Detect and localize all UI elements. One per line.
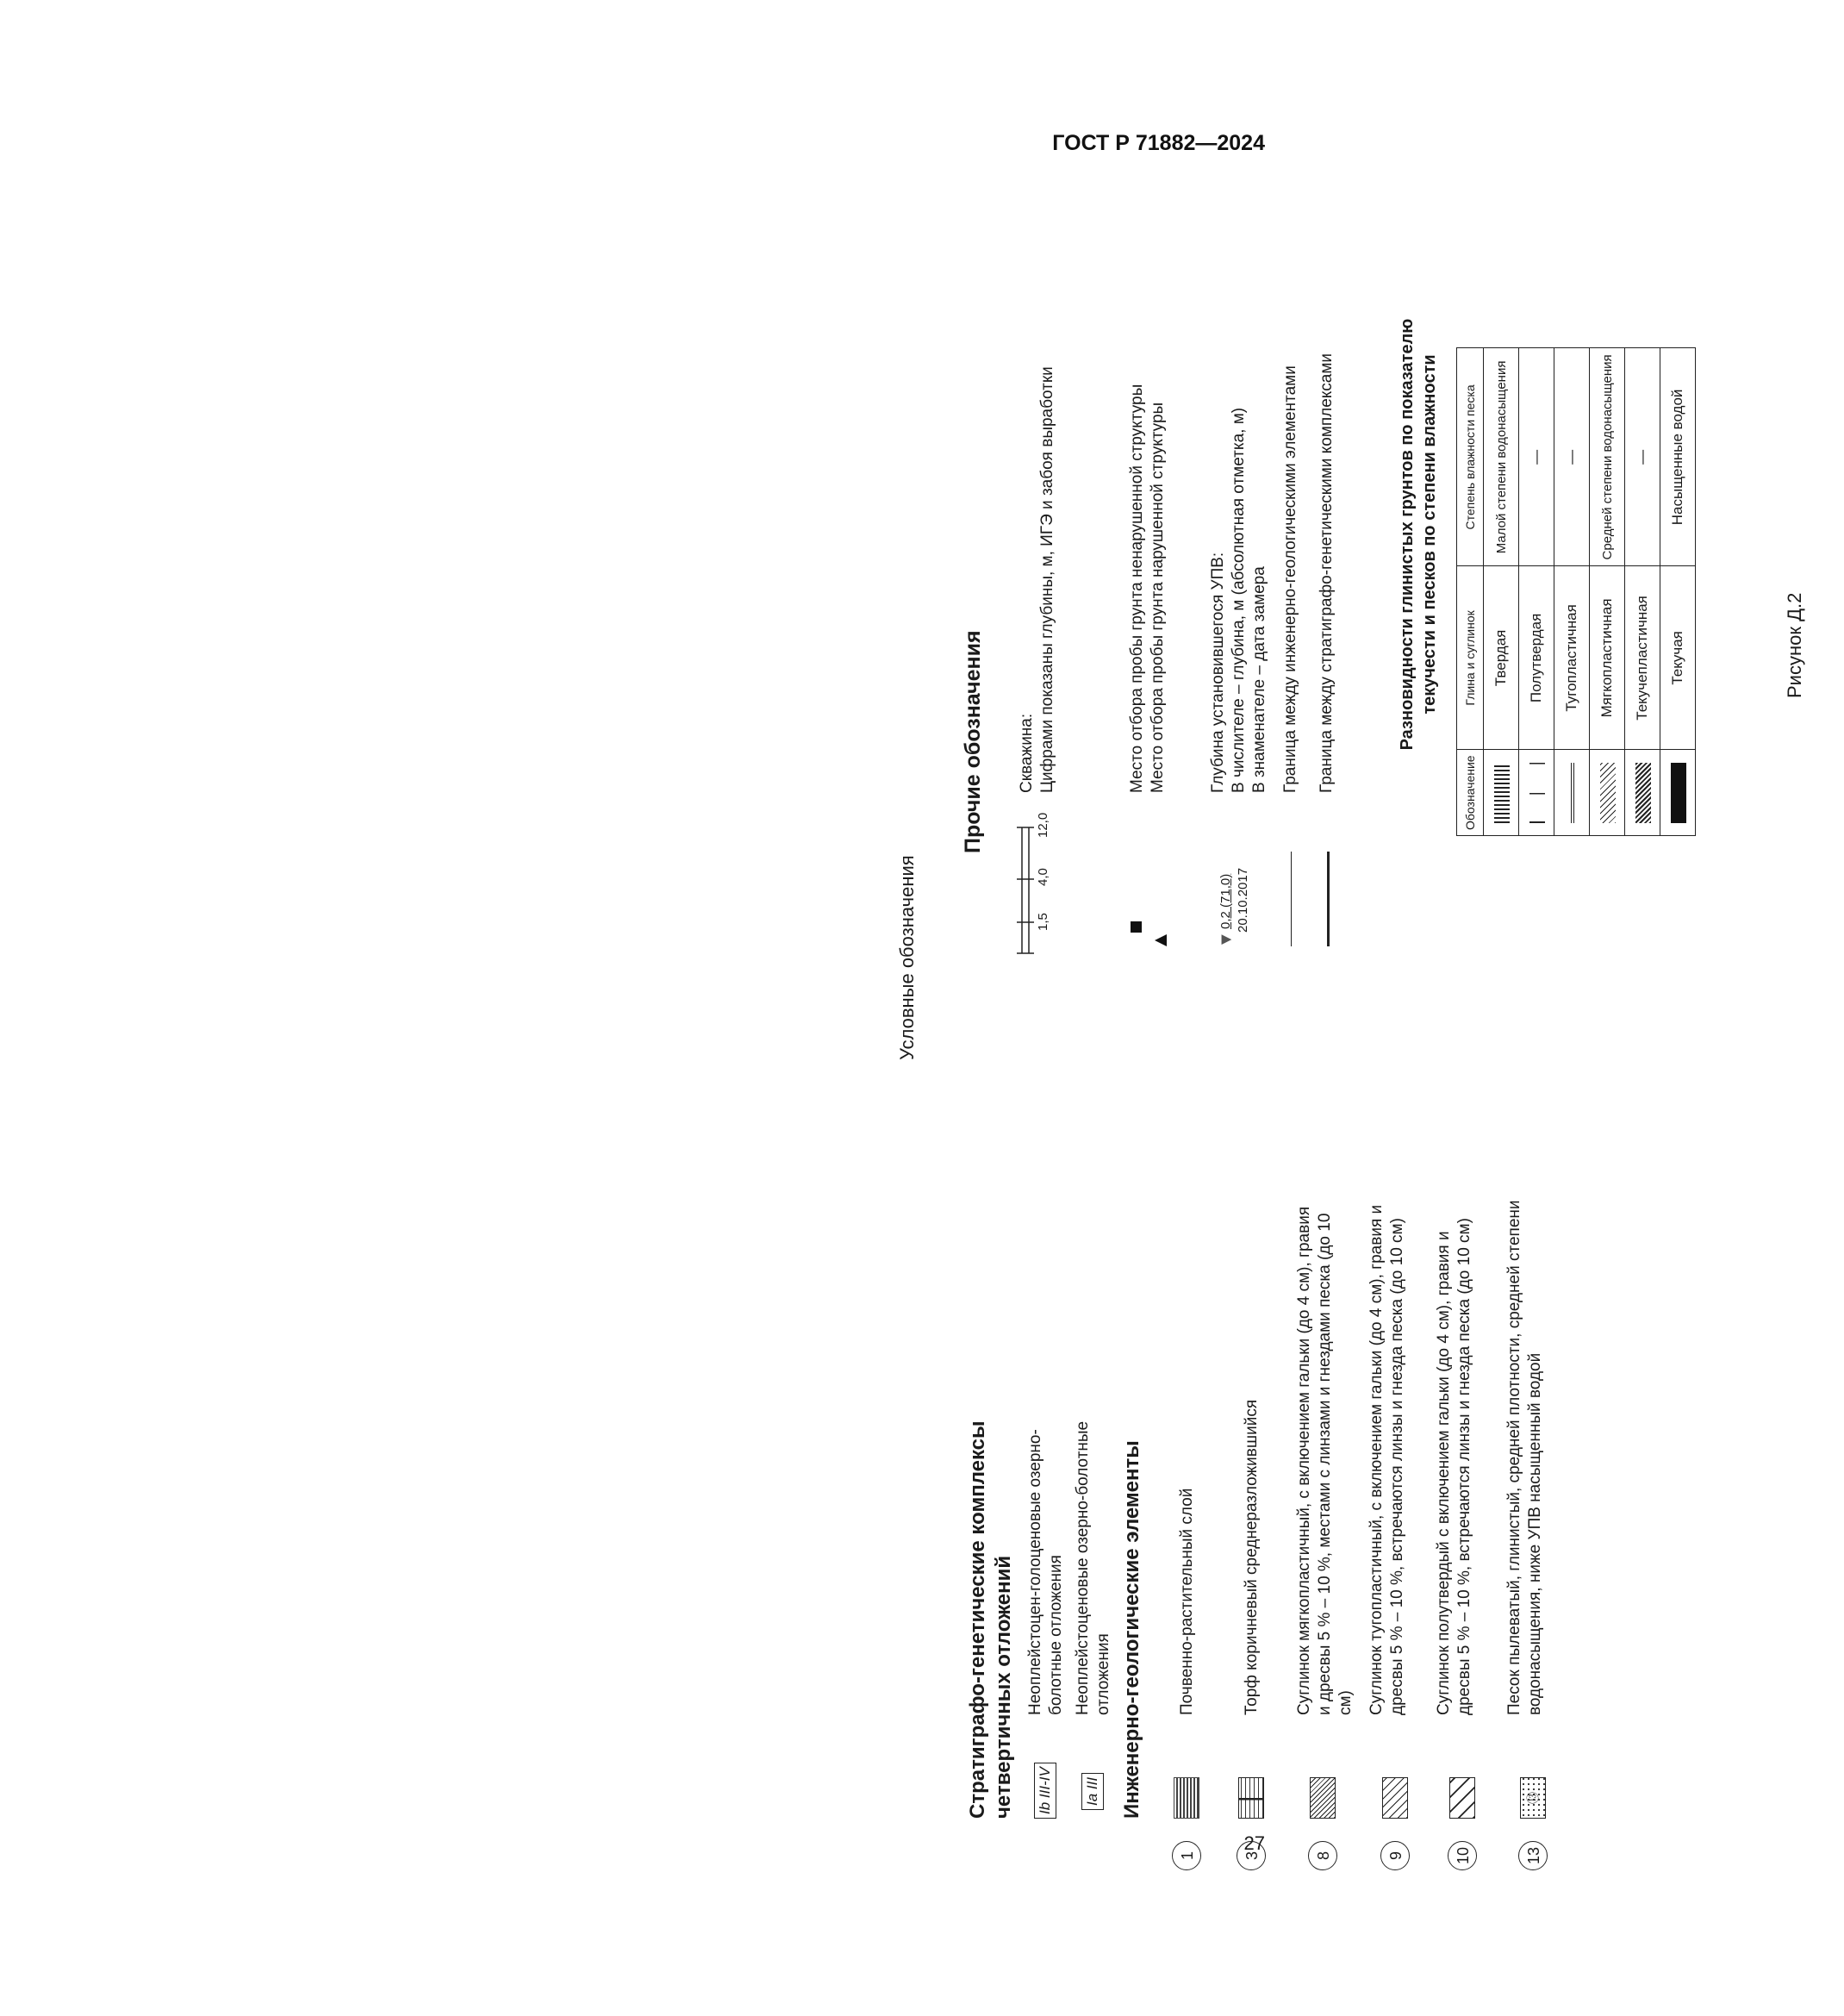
legend-figure	[896, 181, 1844, 1865]
ige-text-13: Песок пылеватый, глинистый, средней плотности, средней степени водонасыщения, ниже УПВ насыщенный водой	[1505, 1200, 1544, 1715]
clay-cell: Текучепластичная	[1625, 566, 1660, 750]
loam-semihard-pattern-icon	[1449, 1777, 1475, 1819]
sand-cell: —	[1625, 348, 1660, 566]
ige-number-9: 9	[1380, 1841, 1410, 1870]
well-text: Цифрами показаны глубины, м, ИГЭ и забоя выработки	[1038, 366, 1056, 793]
table-heading-line-2: текучести и песков по степени влажности	[1420, 354, 1439, 715]
table-row	[1554, 348, 1590, 836]
gw-numerator: 0,2 (71,0)	[1218, 873, 1233, 929]
soil-pattern-icon	[1174, 1777, 1199, 1819]
ige-number-8: 8	[1308, 1841, 1337, 1870]
sand-cell: Средней степени водонасыщения	[1590, 348, 1625, 566]
strat-code-1: Ib III-IV	[1034, 1763, 1056, 1819]
other-heading: Прочие обозначения	[961, 630, 985, 853]
fluid-symbol-icon	[1671, 763, 1686, 823]
table-row	[1660, 348, 1696, 836]
clay-cell: Текучая	[1660, 566, 1696, 750]
ige-text-10: Суглинок полутвердый с включением гальки (до 4 см), гравия и дресвы 5 % – 10 %, встречаются линзы и гнезда песка (до 10 см)	[1435, 1218, 1473, 1715]
stiff-symbol-icon	[1565, 763, 1580, 823]
sample-disturbed-text: Место отбора пробы грунта нарушенной структуры	[1149, 402, 1167, 793]
strat-text-2: Неоплейстоценовые озерно-болотные отложения	[1074, 1420, 1112, 1715]
clay-cell: Мягкопластичная	[1590, 566, 1625, 750]
col-header-sand: Степень влажности песка	[1457, 348, 1484, 566]
table-row	[1625, 348, 1660, 836]
semihard-symbol-icon	[1529, 763, 1545, 823]
groundwater-triangle-icon: ▼	[1217, 931, 1236, 948]
strat-boundary-line	[1327, 852, 1330, 946]
square-marker-icon	[1131, 921, 1142, 933]
gw-title: Глубина установившегося УПВ:	[1209, 552, 1227, 793]
clay-cell: Твердая	[1484, 566, 1519, 750]
ige-number-3: 3	[1237, 1841, 1266, 1870]
well-depth-3: 12,0	[1036, 812, 1050, 838]
ige-text-3: Торф коричневый среднеразложившийся	[1243, 1399, 1261, 1715]
strat-heading: Стратиграфо-генетические комплексы четвертичных отложений	[966, 1420, 1015, 1819]
borehole-symbol	[1017, 819, 1086, 957]
document-code: ГОСТ Р 71882—2024	[1052, 131, 1265, 155]
sand-pattern-icon: ⑬	[1520, 1777, 1546, 1819]
gw-denominator: 20.10.2017	[1236, 867, 1250, 933]
soft-symbol-icon	[1600, 763, 1616, 823]
hard-symbol-icon	[1494, 763, 1510, 823]
strat-boundary-text: Граница между стратиграфо-генетическими комплексами	[1318, 353, 1336, 793]
col-header-clay: Глина и суглинок	[1457, 566, 1484, 750]
moisture-table	[1456, 347, 1696, 836]
peat-pattern-icon	[1238, 1777, 1264, 1819]
ige-text-1: Почвенно-растительный слой	[1178, 1488, 1196, 1715]
well-title: Скважина:	[1018, 713, 1036, 793]
gw-line-1: В числителе – глубина, м (абсолютная отметка, м)	[1230, 407, 1248, 793]
ige-boundary-text: Граница между инженерно-геологическими элементами	[1281, 365, 1299, 793]
table-heading	[1396, 267, 1441, 802]
well-depth-1: 1,5	[1036, 913, 1050, 931]
ige-text-9: Суглинок тугопластичный, с включением гальки (до 4 см), гравия и дресвы 5 % – 10 %, встречаются линзы и гнезда песка (до 10 см)	[1367, 1204, 1406, 1715]
loam-soft-pattern-icon	[1310, 1777, 1336, 1819]
ige-number-1: 1	[1172, 1841, 1201, 1870]
table-row	[1519, 348, 1554, 836]
ige-boundary-line	[1291, 852, 1292, 946]
figure-caption: Рисунок Д.2	[1784, 592, 1805, 698]
ige-number-13: 13	[1518, 1841, 1548, 1870]
col-header-symbol: Обозначение	[1457, 750, 1484, 836]
table-header-row	[1457, 348, 1484, 836]
ige-text-8: Суглинок мягкопластичный, с включением гальки (до 4 см), гравия и дресвы 5 % – 10 %, местами с линзами и гнездами песка (до 10 см)	[1295, 1206, 1355, 1715]
table-heading-line-1: Разновидности глинистых грунтов по показателю	[1398, 318, 1417, 751]
well-depth-2: 4,0	[1036, 868, 1050, 886]
table-row	[1590, 348, 1625, 836]
ige-number-10: 10	[1448, 1841, 1477, 1870]
fluid-plastic-symbol-icon	[1635, 763, 1651, 823]
sand-cell: Малой степени водонасыщения	[1484, 348, 1519, 566]
sample-undisturbed-text: Место отбора пробы грунта ненарушенной структуры	[1128, 384, 1146, 793]
gw-line-2: В знаменателе – дата замера	[1250, 566, 1268, 793]
triangle-marker-icon	[1155, 934, 1167, 946]
strat-code-2: Ia III	[1081, 1773, 1104, 1810]
table-row	[1484, 348, 1519, 836]
figure-top-title: Условные обозначения	[896, 855, 918, 1060]
sand-cell: —	[1519, 348, 1554, 566]
page-number: 27	[1243, 1832, 1265, 1854]
ige-heading: Инженерно-геологические элементы	[1120, 1440, 1143, 1819]
clay-cell: Полутвердая	[1519, 566, 1554, 750]
sand-cell: Насыщенные водой	[1660, 348, 1696, 566]
strat-text-1: Неоплейстоцен-голоценовые озерно-болотные отложения	[1026, 1429, 1065, 1715]
loam-stiff-pattern-icon	[1382, 1777, 1408, 1819]
clay-cell: Тугопластичная	[1554, 566, 1590, 750]
sand-cell: —	[1554, 348, 1590, 566]
